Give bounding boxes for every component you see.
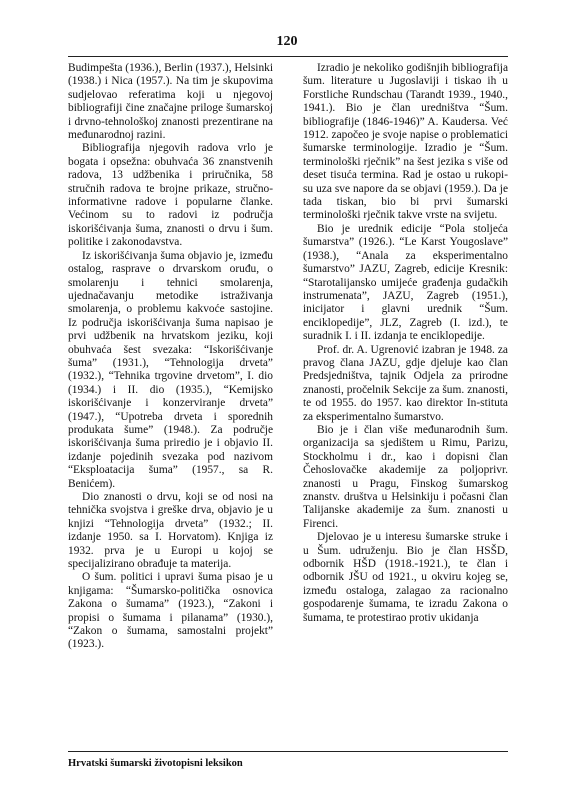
paragraph: Budimpešta (1936.), Berlin (1937.), Helsinki (1938.) i Nica (1957.). Na tim je skupovima sudjelovao referatima koji u njegovoj bibliografiji čine značajne priloge šumarskoj i drvno-tehnološkoj znanosti prezentirane na međunarodnoj razini. <box>68 62 274 142</box>
paragraph: O šum. politici i upravi šuma pisao je u knjigama: “Šumarsko-politička osnovica Zakona o šumama” (1923.), “Zakoni i propisi o šumama i pilanama” (1930.), “Zakon o šumama, samostalni projekt” (1923.). <box>68 571 273 651</box>
paragraph: Izradio je nekoliko godišnjih bibliografija šum. literature u Jugoslaviji i tiskao ih u Forstliche Rundschau (Tarandt 1939., 1940., 1941.). Bio je član uredništva “Šum. bibliografije (1846-1946)” A. Kaudersa. Već 1912. započeo je svoje napise o problematici šumarske terminologije. Izradio je “Šum. terminološki rječnik” na šest jezika s više od deset tisuća termina. Rad je ostao u rukopi-su uza sve napore da se objavi (1959.). Da je tada tiskan, bio bi prvi šumarski terminološki rječnik takve vrste na svijetu. <box>303 62 508 222</box>
paragraph: Bio je urednik edicije “Pola stoljeća šumarstva” (1926.). “Le Karst Yougoslave” (1938.), “Anala za eksperimentalno šumarstvo” JAZU, Zagreb, edicije Kresnik: “Starotalijansko umijeće građenja gudačkih instrumenata”, JAZU, Zagreb (1951.), inicijator i glavni urednik “Šum. enciklopedije”, JLZ, Zagreb (I. izd.), te suradnik I. i II. izdanja te enciklopedije. <box>303 222 508 343</box>
left-column <box>68 62 273 652</box>
footer-title: Hrvatski šumarski životopisni leksikon <box>68 758 243 769</box>
paragraph: Dio znanosti o drvu, koji se od nosi na tehnička svojstva i greške drva, objavio je u knjizi “Tehnologija drveta” (1932.; II. izdanje 1950. sa I. Horvatom). Knjiga iz 1932. prva je u Europi u kojoj se specijalizirano obrađuje ta materija. <box>68 491 273 571</box>
header-rule <box>68 56 508 57</box>
paragraph: Djelovao je u interesu šumarske struke i u Šum. udruženju. Bio je član HSŠD, odbornik HŠD (1918.-1921.), te član i odbornik JŠU od 1921., u okviru kojeg se, između ostaloga, zalagao za racionalno gospodarenje šumama, te izradu Zakona o šumama, te protestirao protiv ukidanja <box>303 531 508 624</box>
page-number: 120 <box>276 34 298 49</box>
paragraph: Iz iskorišćivanja šuma objavio je, između ostalog, rasprave o drvarskom oruđu, o smolarenju i tehnici smolarenja, ujednačavanju metodike istraživanja smolarenja, o problemu kakvoće sastojine. Iz područja iskorišćivanja šuma napisao je prvi udžbenik na hrvatskom jeziku, koji obuhvaća šest svezaka: “Iskorišćivanje šuma” (1931.), “Tehnologija drveta” (1932.), “Tehnika trgovine drvetom”, I. dio (1934.) i II. dio (1935.), “Kemijsko iskorišćivanje i konzerviranje drveta” (1947.), “Upotreba drveta i sporednih produkata šume” (1948.). Za područje iskorišćivanja šuma priredio je i objavio II. izdanje pojedinih svezaka pod nazivom “Eksploatacija šuma” (1957., sa R. Benićem). <box>68 249 273 490</box>
paragraph: Bio je i član više međunarodnih šum. organizacija sa sjedištem u Rimu, Parizu, Stockholmu i dr., kao i dopisni član Čehoslovačke akademije za poljoprivr. znanosti u Pragu, Finskog šumarskog znanstv. društva u Helsinkiju i počasni član Talijanske akademije za šum. znanosti u Firenci. <box>303 423 508 530</box>
paragraph: Bibliografija njegovih radova vrlo je bogata i opsežna: obuhvaća 36 znanstvenih radova, 13 udžbenika i priručnika, 58 stručnih radova te brojne prikaze, stručno-informativne radove i popularne članke. Većinom su to radovi iz područja iskorišćivanja šuma, znanosti o drvu i šum. politike i zakonodavstva. <box>68 142 273 249</box>
paragraph: Prof. dr. A. Ugrenović izabran je 1948. za pravog člana JAZU, gdje djeluje kao član Predsjedništva, tajnik Odjela za prirodne znanosti, pročelnik Sekcije za šum. znanosti, te od 1955. do 1957. kao direktor In-stituta za eksperimentalno šumarstvo. <box>303 343 508 423</box>
right-column <box>303 62 508 625</box>
footer-rule <box>68 751 508 752</box>
